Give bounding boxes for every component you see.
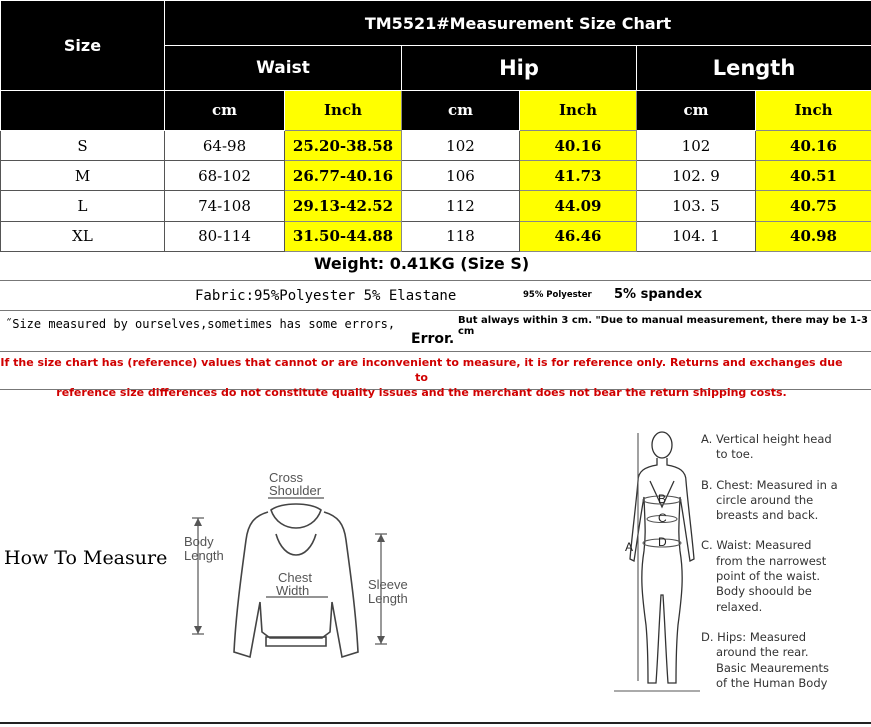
measurement-legend	[701, 432, 869, 706]
size-cell: XL	[1, 221, 165, 251]
disclaimer-line: reference size differences do not constitute quality issues and the merchant does not bear the return shipping costs.	[56, 386, 787, 399]
body-figure-diagram	[612, 425, 702, 697]
hip-cm-cell: 106	[402, 161, 520, 191]
length-inch-cell: 40.16	[756, 131, 871, 161]
legend-line: B. Chest: Measured in a	[701, 477, 838, 492]
legend-item	[701, 432, 869, 463]
weight-text: Weight: 0.41KG (Size S)	[313, 254, 530, 273]
length-cm-cell: 102	[637, 131, 756, 161]
legend-line: from the narrowest	[716, 553, 827, 568]
polyester-text: 95% Polyester	[523, 290, 592, 300]
waist-inch-cell: 31.50-44.88	[285, 221, 402, 251]
table-row	[1, 191, 871, 221]
cross-shoulder-label: Cross	[269, 470, 303, 485]
legend-line: Basic Meaurements	[716, 660, 830, 675]
legend-line: circle around the	[716, 492, 814, 507]
legend-item	[701, 538, 869, 614]
waist-cm-cell: 64-98	[165, 131, 285, 161]
chest-width-label: Chest	[278, 570, 312, 585]
legend-line: Body shoould be	[716, 584, 812, 599]
waist-cm-cell: 74-108	[165, 191, 285, 221]
how-to-measure-title: How To Measure	[4, 547, 168, 569]
table-row	[1, 161, 871, 191]
hip-cm-cell: 118	[402, 221, 520, 251]
legend-line: D. Hips: Measured	[701, 629, 807, 644]
hip-inch-cell: 46.46	[520, 221, 637, 251]
unit-waist-cm: cm	[165, 90, 285, 130]
table-row	[1, 221, 871, 251]
sweater-diagram	[176, 462, 416, 667]
disclaimer-line: If the size chart has (reference) values that cannot or are inconvenient to measure, it is for reference only. Returns and exchanges due to	[0, 356, 843, 384]
figure-letter-d: D	[658, 535, 667, 549]
length-inch-cell: 40.98	[756, 221, 871, 251]
waist-cm-cell: 68-102	[165, 161, 285, 191]
waist-cm-cell: 80-114	[165, 221, 285, 251]
unit-length-inch: Inch	[756, 90, 871, 130]
hip-inch-cell: 44.09	[520, 191, 637, 221]
disclaimer	[0, 355, 843, 400]
legend-line: relaxed.	[716, 599, 763, 614]
size-cell: M	[1, 161, 165, 191]
unit-hip-inch: Inch	[520, 90, 637, 130]
legend-line: around the rear.	[716, 645, 809, 660]
unit-length-cm: cm	[637, 90, 756, 130]
legend-line: breasts and back.	[716, 508, 819, 523]
unit-hip-cm: cm	[402, 90, 520, 130]
legend-line: C. Waist: Measured	[701, 538, 812, 553]
legend-line: of the Human Body	[716, 675, 828, 690]
chest-width-label: Width	[276, 583, 310, 598]
legend-item	[701, 478, 869, 524]
length-inch-cell: 40.75	[756, 191, 871, 221]
error-text: Error.	[411, 331, 455, 347]
divider	[0, 351, 871, 352]
divider	[0, 722, 871, 724]
size-cell: L	[1, 191, 165, 221]
size-header: Size	[1, 1, 165, 91]
figure-letter-a: A	[625, 540, 634, 554]
length-cm-cell: 103. 5	[637, 191, 756, 221]
legend-line: A. Vertical height head	[701, 432, 832, 446]
length-inch-cell: 40.51	[756, 161, 871, 191]
figure-letter-c: C	[658, 511, 667, 525]
hip-inch-cell: 41.73	[520, 161, 637, 191]
spandex-text: 5% spandex	[614, 287, 703, 302]
sleeve-length-label: Sleeve	[368, 577, 408, 592]
hip-header: Hip	[402, 46, 637, 90]
sleeve-length-label: Length	[368, 591, 408, 606]
figure-letter-b: B	[658, 492, 667, 506]
table-row	[1, 131, 871, 161]
unit-spacer	[1, 90, 165, 130]
chart-title: TM5521#Measurement Size Chart	[165, 1, 871, 46]
legend-line: to toe.	[716, 447, 754, 462]
human-body-icon	[630, 432, 694, 683]
body-length-label: Body	[184, 534, 214, 549]
waist-inch-cell: 29.13-42.52	[285, 191, 402, 221]
waist-header: Waist	[165, 46, 402, 90]
hip-cm-cell: 112	[402, 191, 520, 221]
measurement-note: ˝Size measured by ourselves,sometimes has some errors,	[5, 317, 396, 331]
length-cm-cell: 104. 1	[637, 221, 756, 251]
size-cell: S	[1, 131, 165, 161]
cross-shoulder-label: Shoulder	[269, 483, 322, 498]
divider	[0, 310, 871, 311]
unit-waist-inch: Inch	[285, 90, 402, 130]
fabric-text: Fabric:95%Polyester 5% Elastane	[195, 288, 457, 304]
legend-line: point of the waist.	[716, 569, 821, 584]
length-cm-cell: 102. 9	[637, 161, 756, 191]
waist-inch-cell: 25.20-38.58	[285, 131, 402, 161]
hip-inch-cell: 40.16	[520, 131, 637, 161]
waist-inch-cell: 26.77-40.16	[285, 161, 402, 191]
manual-measurement-note: But always within 3 cm. "Due to manual measurement, there may be 1-3 cm	[458, 315, 868, 337]
divider	[0, 280, 871, 281]
body-length-label: Length	[184, 548, 224, 563]
size-chart-table	[0, 0, 871, 252]
hip-cm-cell: 102	[402, 131, 520, 161]
legend-item	[701, 630, 869, 691]
length-header: Length	[637, 46, 871, 90]
